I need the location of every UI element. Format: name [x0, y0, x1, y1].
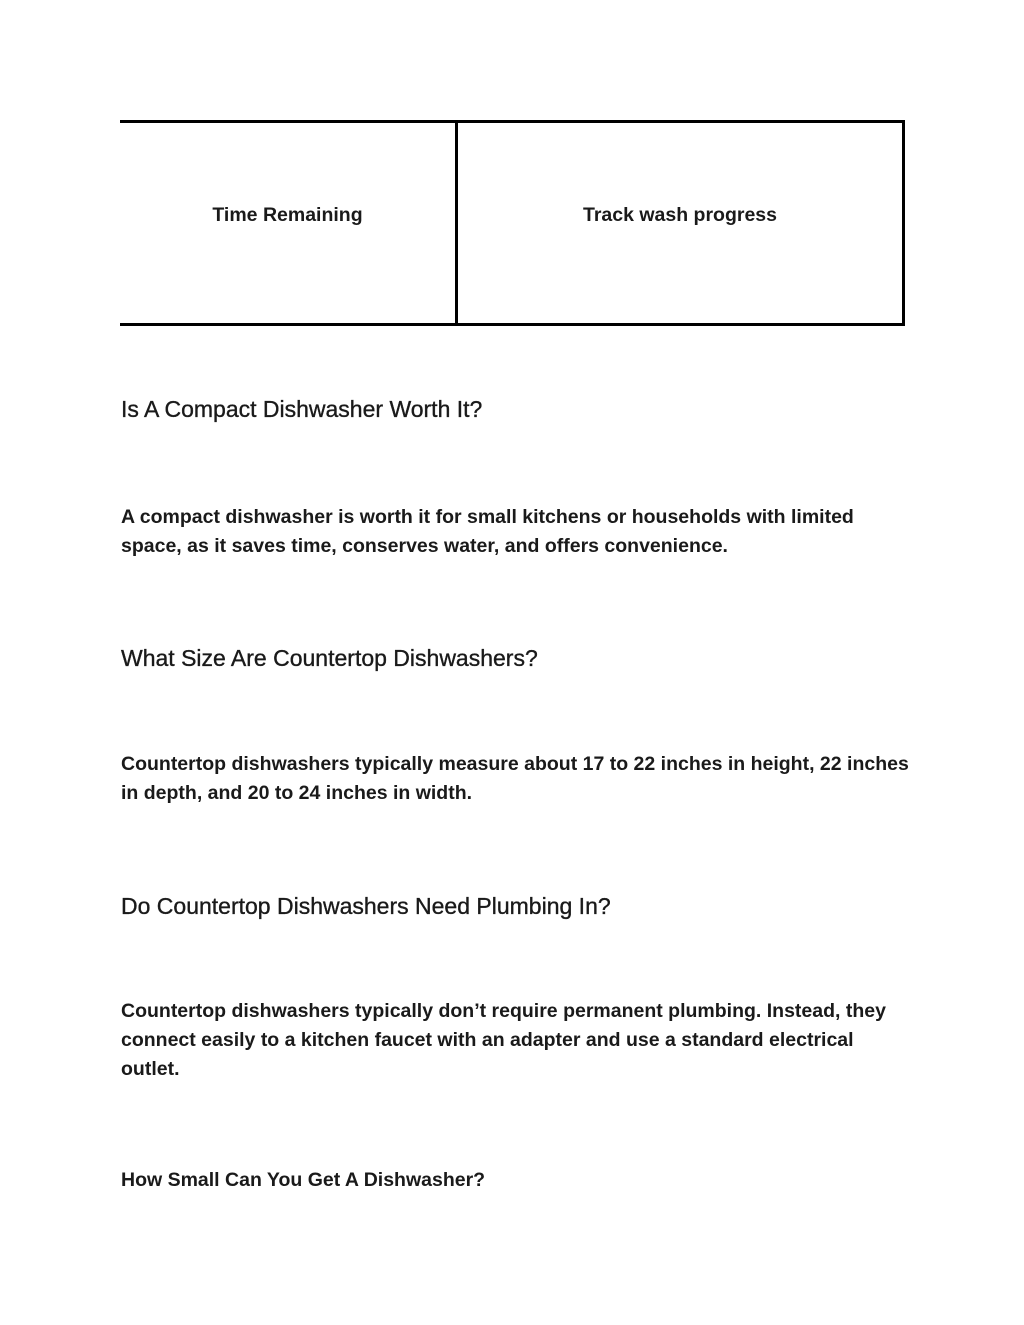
faq-answer-plumbing: Countertop dishwashers typically don’t require permanent plumbing. Instead, they connect easily to a kitchen faucet with an adapter and use a standard electrical outlet.	[121, 1000, 886, 1080]
faq-question-countertop-size: What Size Are Countertop Dishwashers?	[121, 645, 538, 671]
table-cell-track-wash-progress: Track wash progress	[457, 122, 904, 325]
faq-answer-countertop-size: Countertop dishwashers typically measure about 17 to 22 inches in height, 22 inches in depth, and 20 to 24 inches in width.	[121, 753, 909, 804]
faq-question-plumbing: Do Countertop Dishwashers Need Plumbing In?	[121, 893, 611, 919]
faq-answer-compact-worth: A compact dishwasher is worth it for small kitchens or households with limited space, as it saves time, conserves water, and offers convenience.	[121, 506, 854, 557]
table-row	[120, 122, 904, 325]
table-cell-time-remaining: Time Remaining	[120, 122, 457, 325]
faq-question-compact-worth: Is A Compact Dishwasher Worth It?	[121, 396, 483, 422]
faq-question-smallest-dishwasher: How Small Can You Get A Dishwasher?	[121, 1169, 486, 1191]
feature-table	[120, 120, 905, 326]
